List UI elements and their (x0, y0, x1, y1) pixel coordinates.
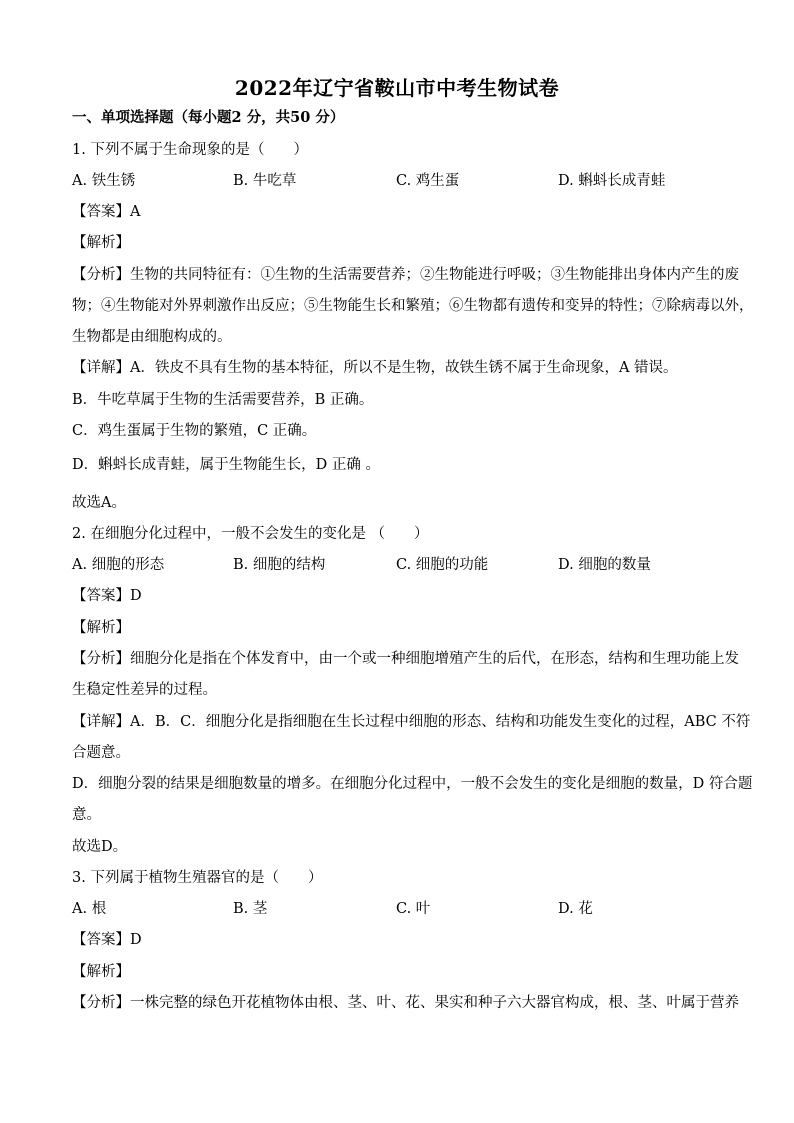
question-1-stem: 1. 下列不属于生命现象的是（ ） (72, 142, 308, 158)
q1-detail-line: C．鸡生蛋属于生物的繁殖，C 正确。 (72, 423, 317, 439)
q2-conclusion: 故选D。 (72, 839, 128, 855)
q3-option-a: A. 根 (72, 901, 107, 917)
q1-conclusion: 故选A。 (72, 495, 126, 511)
question-2-stem: 2. 在细胞分化过程中，一般不会发生的变化是 （ ） (72, 526, 429, 542)
q1-option-a: A. 铁生锈 (72, 173, 136, 189)
q2-option-c: C. 细胞的功能 (396, 557, 489, 573)
page-title: 2022年辽宁省鞍山市中考生物试卷 (234, 76, 560, 100)
q3-option-c: C. 叶 (396, 901, 431, 917)
q1-analysis-line: 【分析】生物的共同特征有：①生物的生活需要营养；②生物能进行呼吸；③生物能排出身体内产生的废 (72, 267, 739, 283)
q2-answer: 【答案】D (72, 588, 142, 604)
q1-analysis-line: 生物都是由细胞构成的。 (72, 329, 232, 345)
q2-detail-line: 合题意。 (72, 745, 130, 761)
q3-answer: 【答案】D (72, 932, 142, 948)
q3-analysis-line: 【分析】一株完整的绿色开花植物体由根、茎、叶、花、果实和种子六大器官构成，根、茎、叶属于营养 (72, 995, 739, 1011)
q3-option-b: B. 茎 (233, 901, 268, 917)
q2-option-d: D. 细胞的数量 (558, 557, 651, 573)
q1-detail-line: 【详解】A．铁皮不具有生物的基本特征，所以不是生物，故铁生锈不属于生命现象，A 错误。 (72, 360, 678, 376)
q1-answer: 【答案】A (72, 204, 141, 220)
q1-analysis-line: 物；④生物能对外界刺激作出反应；⑤生物能生长和繁殖；⑥生物都有遗传和变异的特性；⑦除病毒以外， (72, 298, 754, 314)
section-heading: 一、单项选择题（每小题2 分，共50 分） (72, 109, 345, 126)
q1-jiexi: 【解析】 (72, 235, 130, 251)
q1-detail-line: D．蝌蚪长成青蛙，属于生物能生长，D 正确 。 (72, 457, 380, 473)
q2-detail-line: 意。 (72, 807, 101, 823)
q3-option-d: D. 花 (558, 901, 593, 917)
q2-option-a: A. 细胞的形态 (72, 557, 165, 573)
q3-jiexi: 【解析】 (72, 964, 130, 980)
q2-detail-line: 【详解】A．B．C．细胞分化是指细胞在生长过程中细胞的形态、结构和功能发生变化的过程，ABC 不符 (72, 714, 751, 730)
q1-option-b: B. 牛吃草 (233, 173, 297, 189)
q2-option-b: B. 细胞的结构 (233, 557, 326, 573)
question-3-stem: 3. 下列属于植物生殖器官的是（ ） (72, 870, 323, 886)
q1-option-c: C. 鸡生蛋 (396, 173, 460, 189)
q1-option-d: D. 蝌蚪长成青蛙 (558, 173, 666, 189)
q2-analysis-line: 【分析】细胞分化是指在个体发育中，由一个或一种细胞增殖产生的后代，在形态，结构和生理功能上发 (72, 651, 739, 667)
q2-analysis-line: 生稳定性差异的过程。 (72, 682, 217, 698)
q1-detail-line: B．牛吃草属于生物的生活需要营养，B 正确。 (72, 392, 374, 408)
q2-detail-line: D．细胞分裂的结果是细胞数量的增多。在细胞分化过程中，一般不会发生的变化是细胞的数量，D 符合题 (72, 776, 753, 792)
q2-jiexi: 【解析】 (72, 620, 130, 636)
